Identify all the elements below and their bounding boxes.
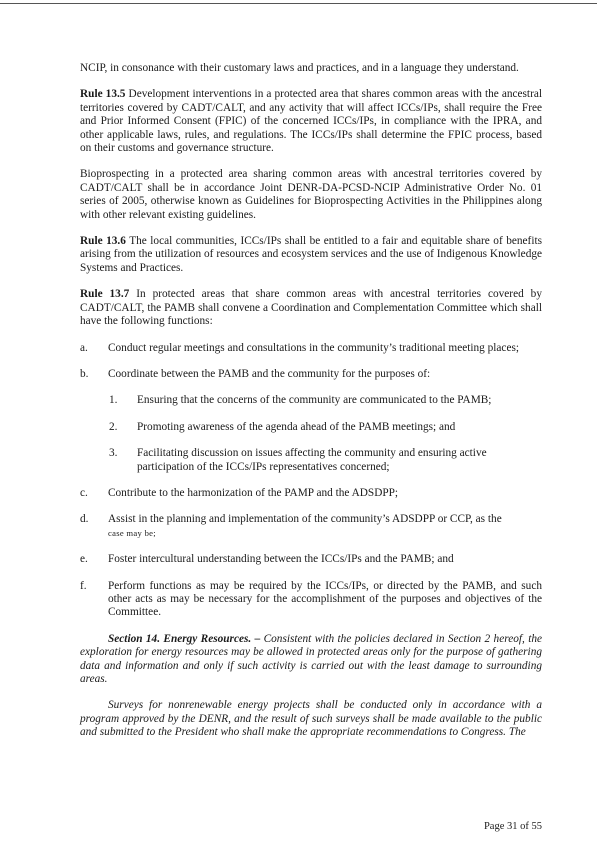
para-surveys: Surveys for nonrenewable energy projects shall be conducted only in accordance with a program approved by the DENR, and the result of such surveys shall be made available to the public and submitted to the President who shall make the appropriate recommendations to Congress. The (80, 699, 542, 739)
sub-marker: 2. (109, 420, 118, 433)
sub-marker: 1. (109, 394, 118, 407)
list-marker: e. (80, 553, 88, 566)
para-bioprospecting: Bioprospecting in a protected area sharing common areas with ancestral territories covered by CADT/CALT shall be in accordance Joint DENR-DA-PCSD-NCIP Administrative Order No. 01 series of 2005, otherwise known as Guidelines for Bioprospecting Activities in the Philippines along with other relevant existing guidelines. (80, 168, 542, 221)
list-text: Foster intercultural understanding between the ICCs/IPs and the PAMB; and (108, 553, 454, 566)
sub-item-3 (80, 447, 542, 474)
section-14-text: Consistent with the policies declared in Section 2 hereof, the exploration for energy resources may be allowed in protected areas only for the purpose of gathering data and information and only if such activity is carried out with the least damage to surrounding areas. (80, 632, 543, 685)
rule-13-7-label: Rule 13.7 (80, 288, 130, 301)
rule-13-7 (80, 288, 542, 328)
top-rule (0, 3, 597, 4)
page-number: Page 31 of 55 (483, 821, 542, 832)
sub-text: Ensuring that the concerns of the community are communicated to the PAMB; (137, 394, 492, 407)
rule-13-5-text: Development interventions in a protected area that shares common areas with the ancestral territories covered by CADT/CALT, and any activity that will affect ICCs/IPs, shall require the Free and Prior Informed Consent (FPIC) of the concerned ICCs/IPs, in compliance with the IPRA, and other applicable laws, rules, and regulations. The ICCs/IPs shall determine the FPIC process, based on their customs and governance structure. (80, 88, 542, 155)
section-14 (80, 633, 542, 687)
list-text: Contribute to the harmonization of the PAMP and the ADSDPP; (108, 486, 399, 499)
para-ncip: NCIP, in consonance with their customary laws and practices, and in a language they understand. (80, 62, 519, 74)
rule-13-7-text: In protected areas that share common areas with ancestral territories covered by CADT/CALT, the PAMB shall convene a Coordination and Complementation Committee which shall have the following functions: (80, 288, 542, 328)
rule-13-6-text: The local communities, ICCs/IPs shall be entitled to a fair and equitable share of benefits arising from the utilization of resources and ecosystem services and the use of Indigenous Knowledge Systems and Practices. (80, 235, 542, 274)
sub-text: Facilitating discussion on issues affecting the community and ensuring active participation of the ICCs/IPs representatives concerned; (137, 447, 487, 473)
list-marker: b. (80, 367, 89, 380)
rule-13-6-label: Rule 13.6 (80, 235, 126, 248)
list-item-d (80, 513, 542, 540)
list-text-small: case may be; (108, 527, 156, 538)
list-item-f (80, 580, 542, 620)
sub-item-1 (80, 394, 542, 407)
page-content (80, 62, 542, 740)
section-14-heading: Section 14. Energy Resources. – (108, 632, 261, 645)
list-text: Perform functions as may be required by the ICCs/IPs, or directed by the PAMB, and such other acts as may be necessary for the accomplishment of the purposes and objectives of the Committee. (108, 579, 542, 619)
list-marker: f. (80, 579, 87, 592)
list-text: Coordinate between the PAMB and the community for the purposes of: (108, 367, 431, 380)
list-marker: c. (80, 486, 88, 499)
list-text (108, 513, 542, 540)
sub-item-2 (80, 421, 542, 434)
sub-text: Promoting awareness of the agenda ahead of the PAMB meetings; and (137, 420, 456, 433)
list-marker: d. (80, 513, 89, 526)
rule-13-5 (80, 88, 542, 155)
rule-13-5-label: Rule 13.5 (80, 88, 126, 101)
list-item-b (80, 368, 542, 381)
sub-marker: 3. (109, 447, 118, 460)
list-item-c (80, 487, 542, 500)
rule-13-6 (80, 235, 542, 275)
list-marker: a. (80, 341, 88, 354)
list-text-main: Assist in the planning and implementation of the community’s ADSDPP or CCP, as the (108, 513, 502, 526)
list-item-a (80, 342, 542, 355)
list-text: Conduct regular meetings and consultations in the community’s traditional meeting places; (108, 341, 519, 354)
list-item-e (80, 553, 542, 566)
